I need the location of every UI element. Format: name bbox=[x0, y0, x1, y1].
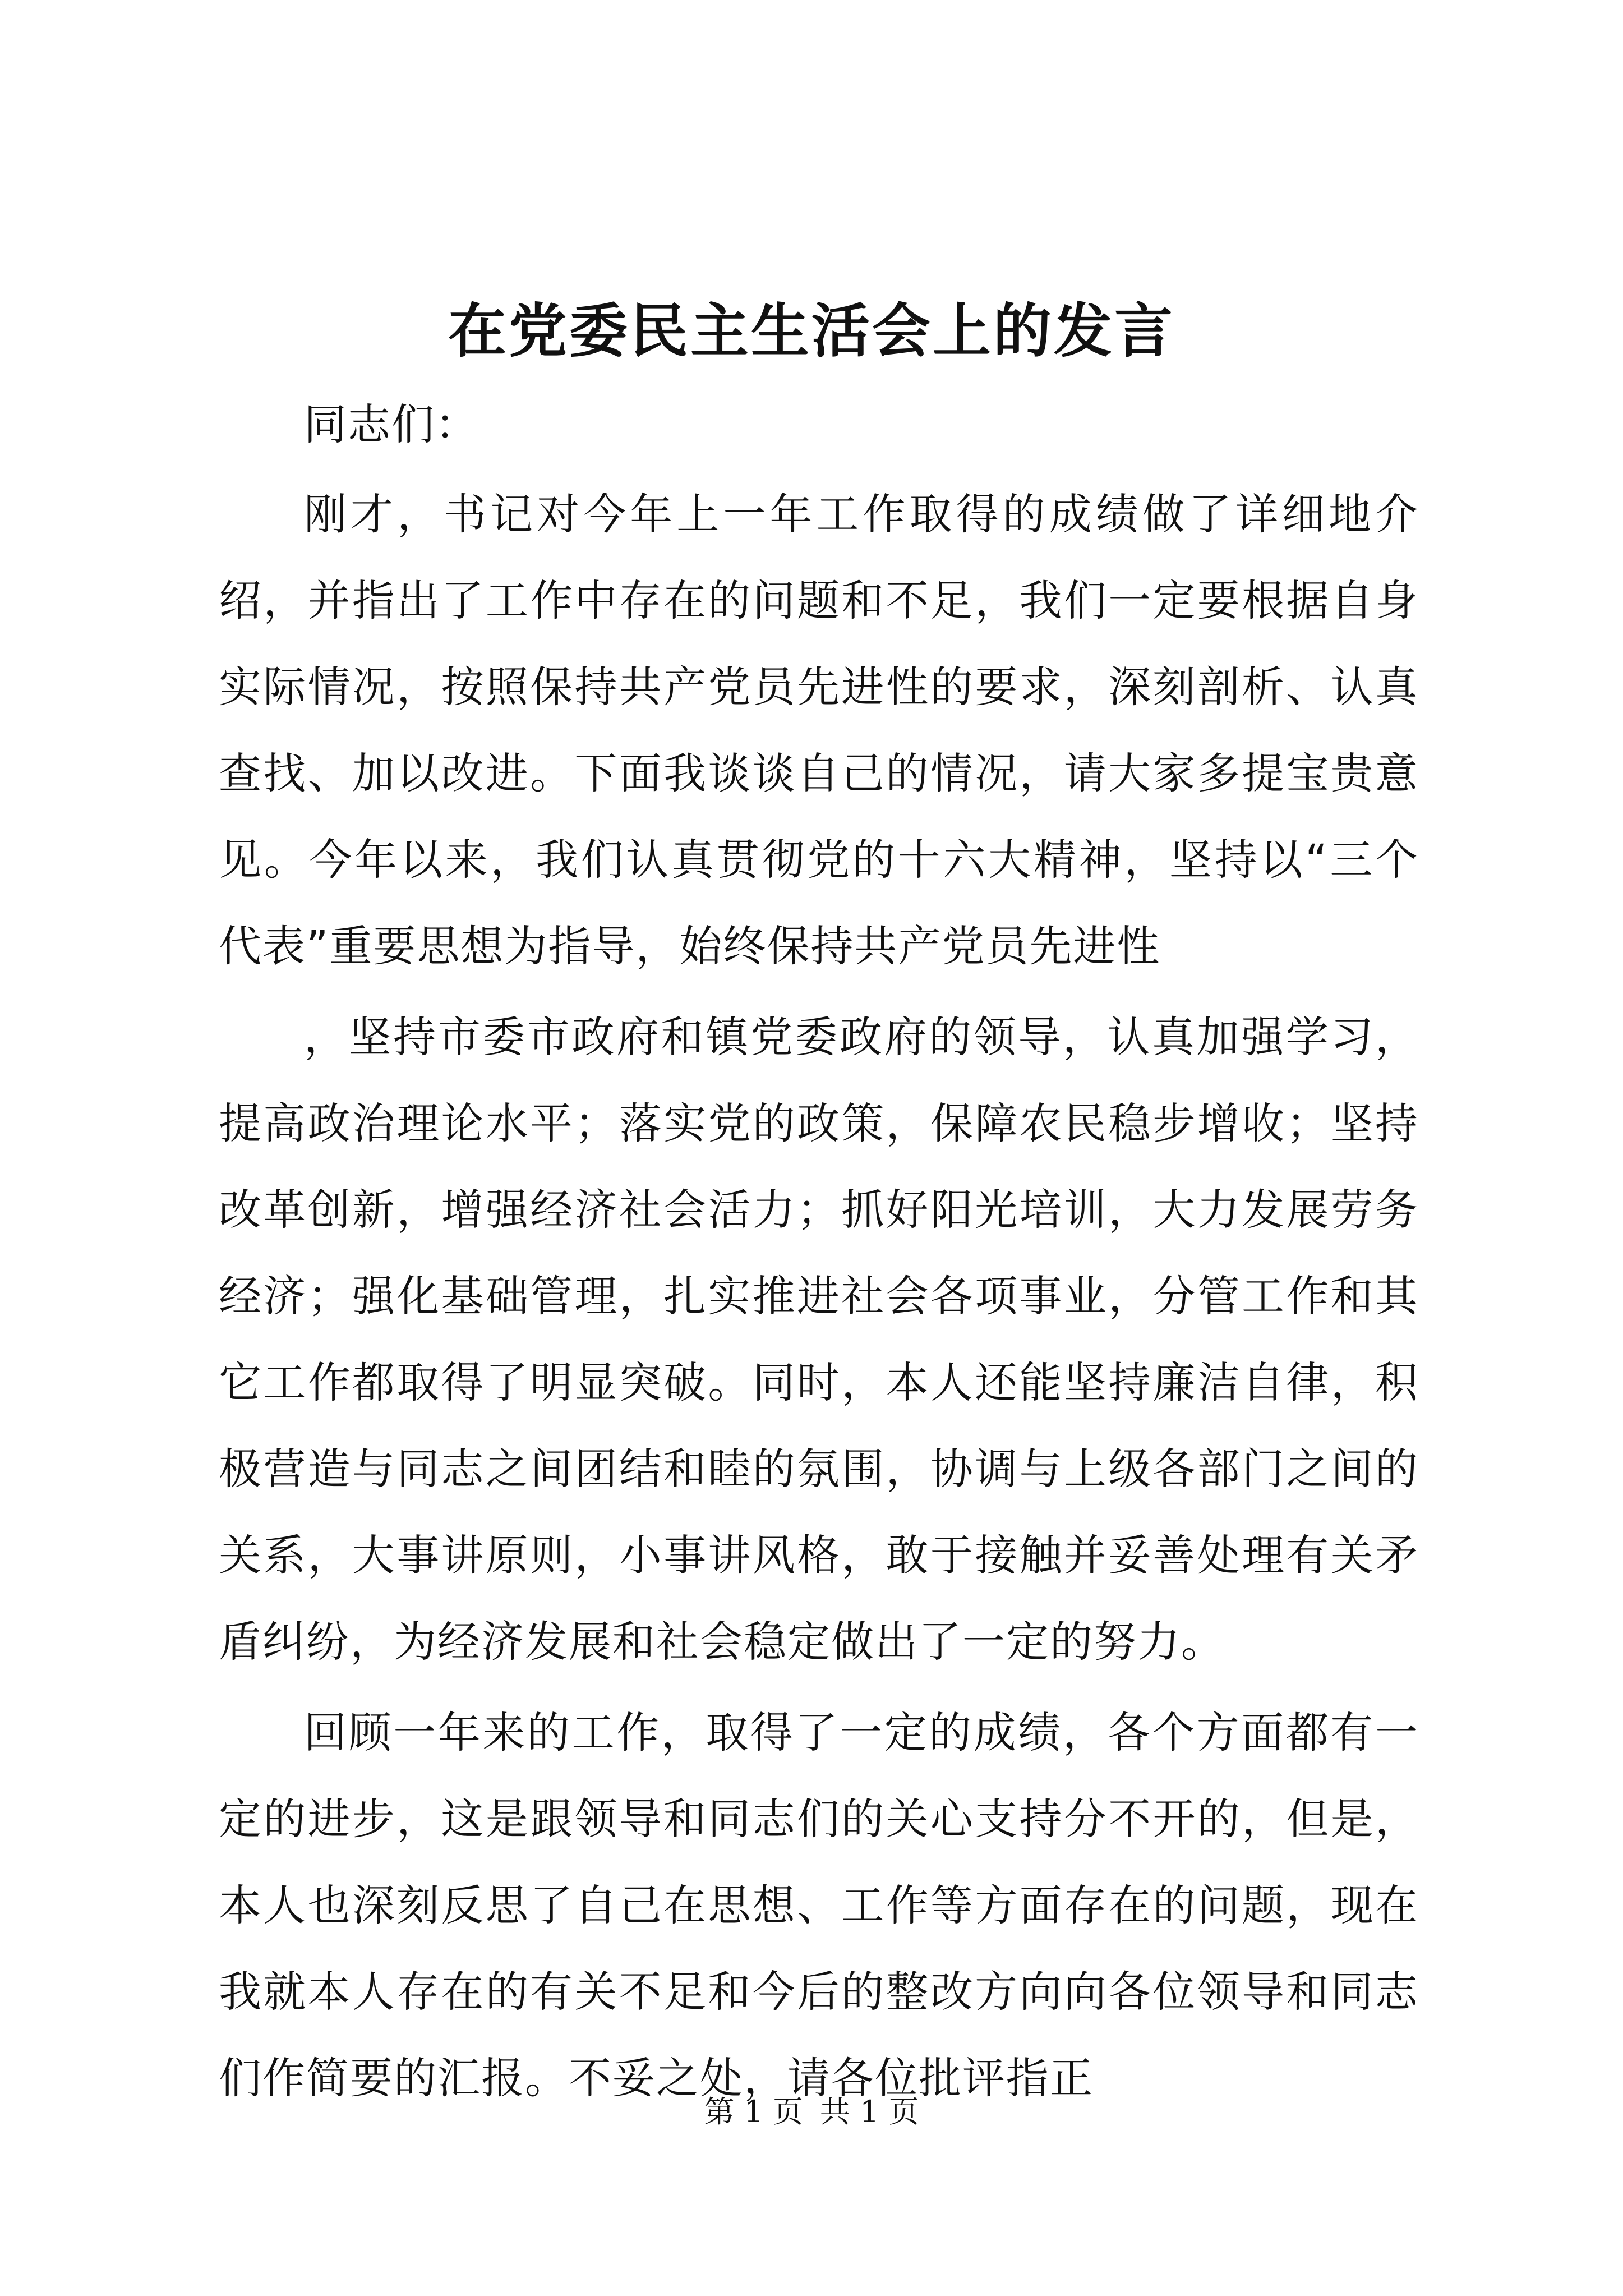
paragraph-1: 刚才，书记对今年上一年工作取得的成绩做了详细地介绍，并指出了工作中存在的问题和不足，我们一定要根据自身实际情况，按照保持共产党员先进性的要求，深刻剖析、认真查找、加以改进。下面我谈谈自己的情况，请大家多提宝贵意见。今年以来，我们认真贯彻党的十六大精神，坚持以“三个代表”重要思想为指导，始终保持共产党员先进性 bbox=[219, 489, 1419, 971]
salutation: 同志们： bbox=[304, 399, 479, 449]
page-footer bbox=[0, 2090, 1623, 2134]
document-body bbox=[219, 381, 1419, 2122]
page-number: 第 1 页 bbox=[704, 2094, 803, 2129]
document-title: 在党委民主生活会上的发言 bbox=[448, 296, 1175, 365]
paragraph-2: ，坚持市委市政府和镇党委政府的领导，认真加强学习，提高政治理论水平；落实党的政策，保障农民稳步增收；坚持改革创新，增强经济社会活力；抓好阳光培训，大力发展劳务经济；强化基础管理，扎实推进社会各项事业，分管工作和其它工作都取得了明显突破。同时，本人还能坚持廉洁自律，积极营造与同志之间团结和睦的氛围，协调与上级各部门之间的关系，大事讲原则，小事讲风格，敢于接触并妥善处理有关矛盾纠纷，为经济发展和社会稳定做出了一定的努力。 bbox=[219, 1012, 1419, 1667]
paragraph-3: 回顾一年来的工作，取得了一定的成绩，各个方面都有一定的进步，这是跟领导和同志们的关心支持分不开的，但是，本人也深刻反思了自己在思想、工作等方面存在的问题，现在我就本人存在的有关不足和今后的整改方向向各位领导和同志们作简要的汇报。不妥之处，请各位批评指正 bbox=[219, 1708, 1419, 2103]
page-total: 共 1 页 bbox=[820, 2094, 919, 2129]
